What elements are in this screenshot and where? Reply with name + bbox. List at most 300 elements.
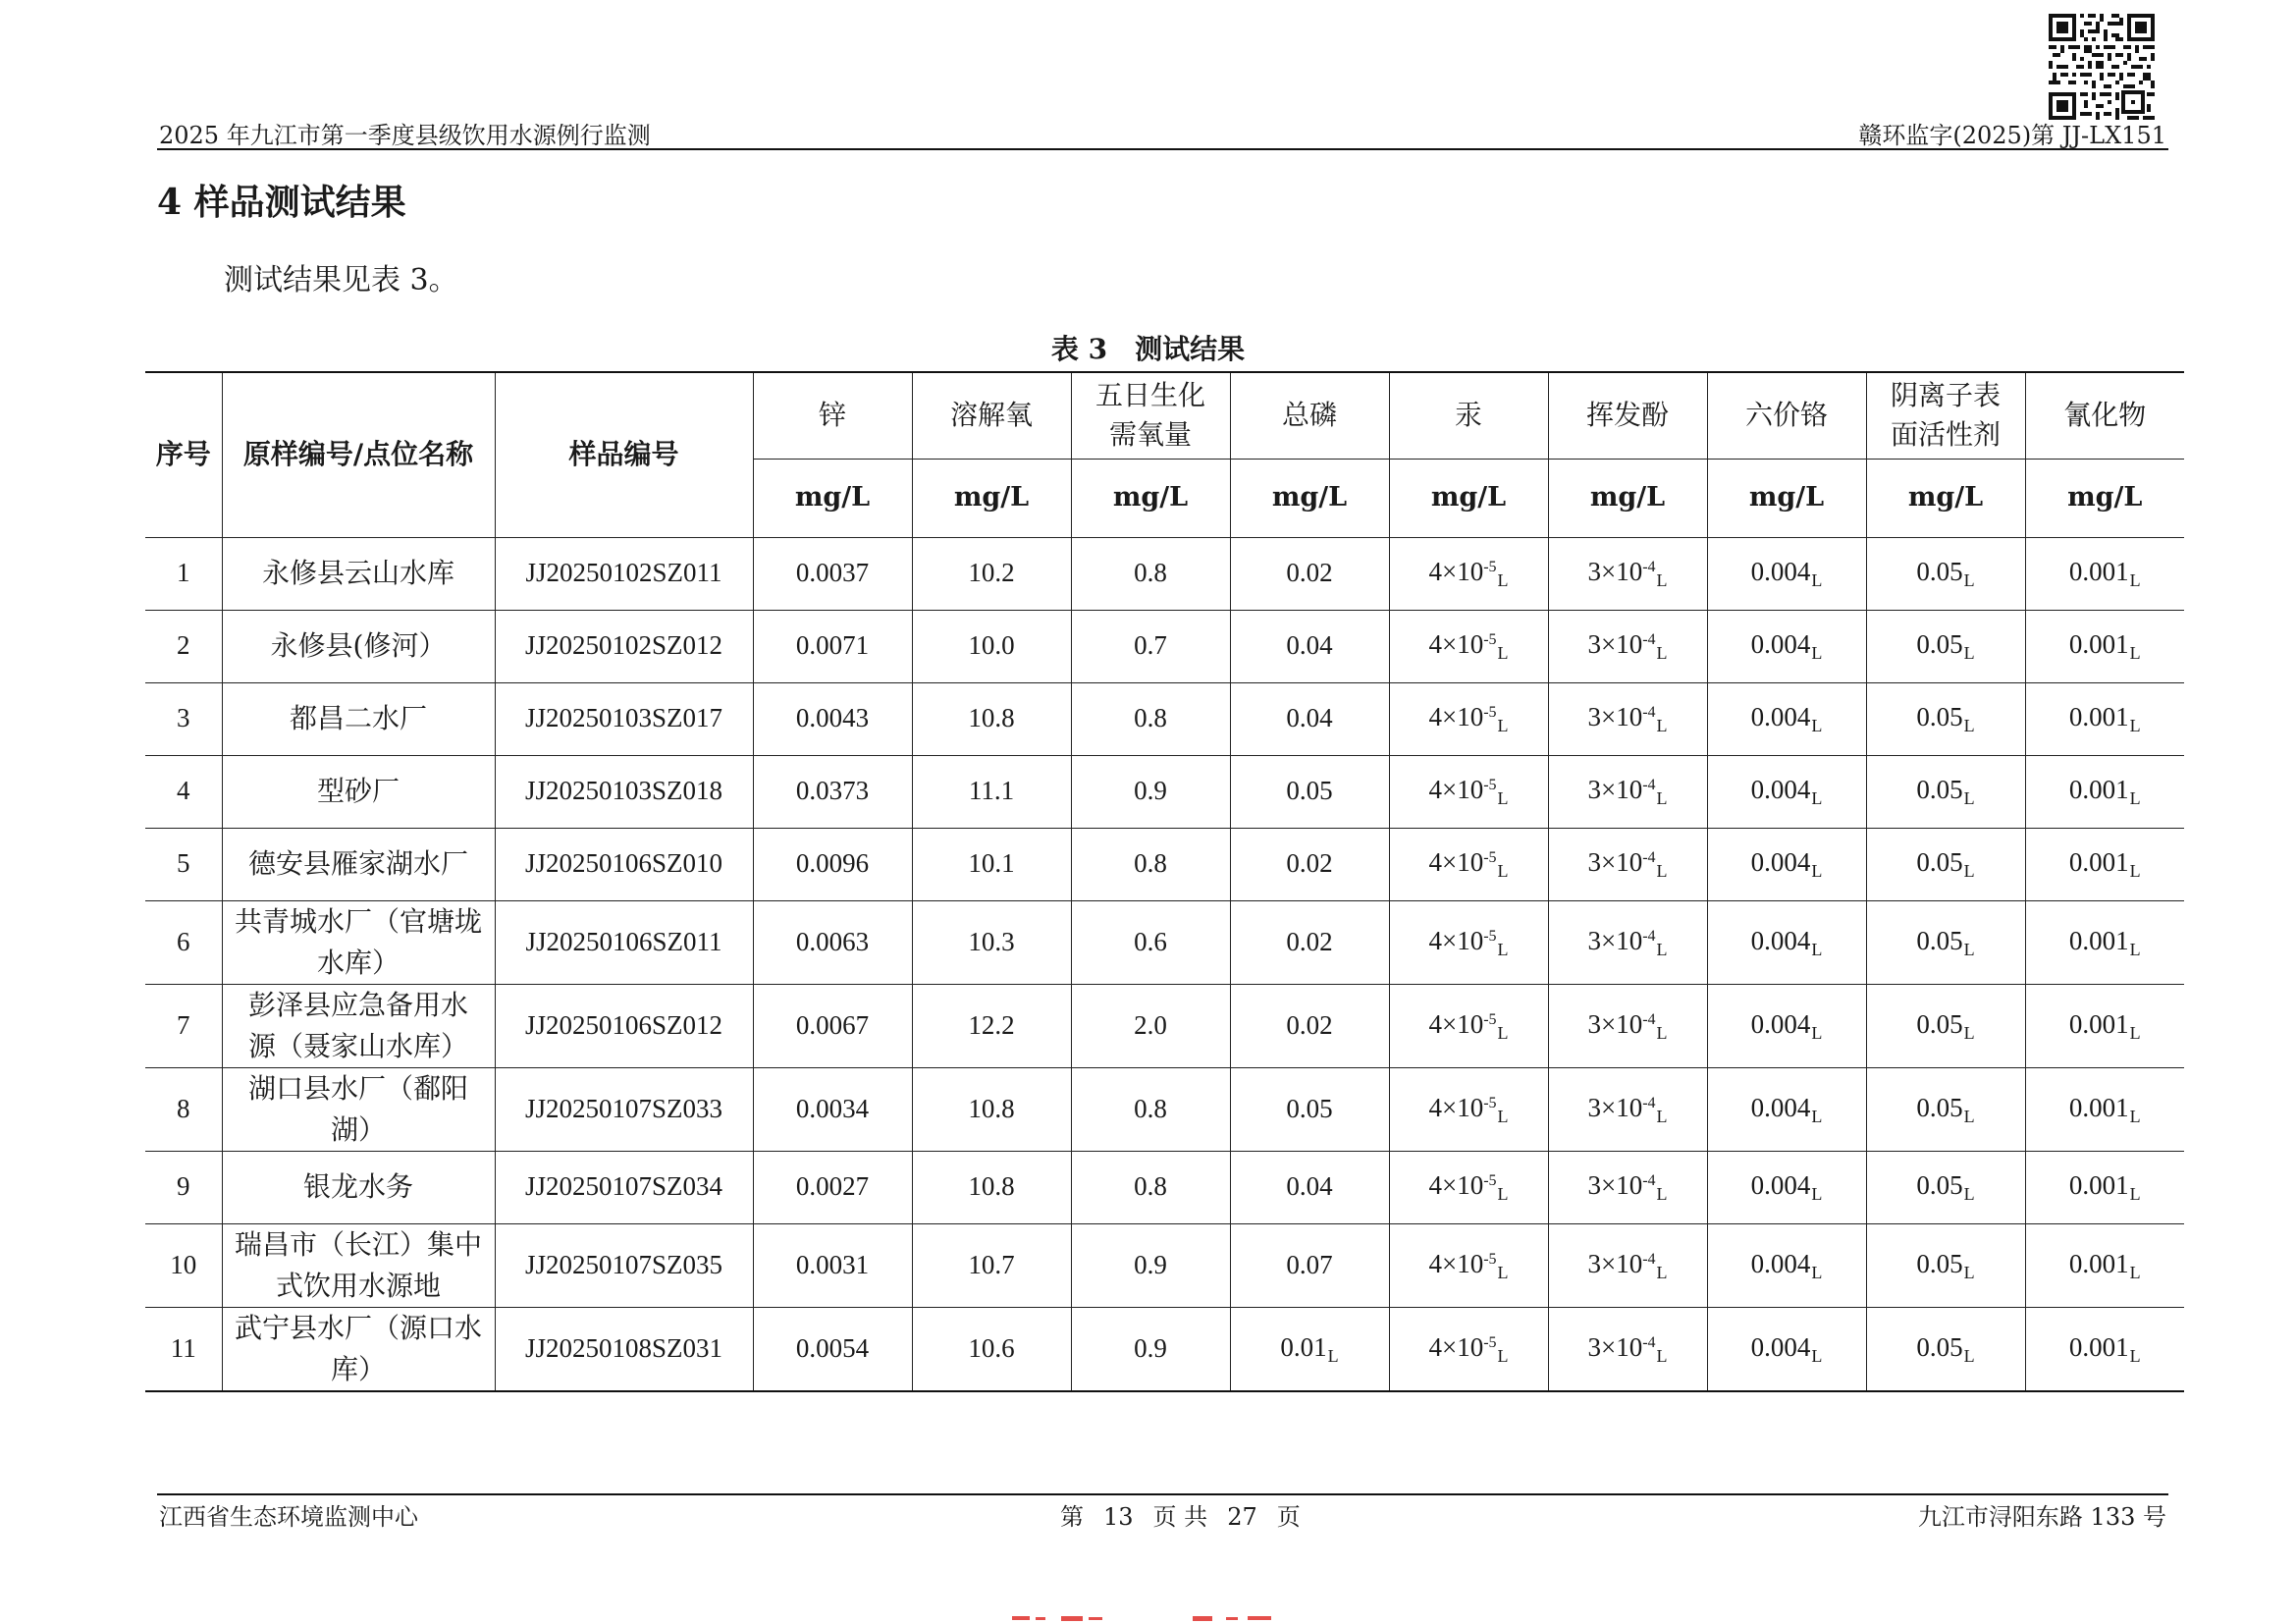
seq-cell: 2 bbox=[145, 610, 222, 682]
total-phosphorus-cell bbox=[1230, 1223, 1389, 1307]
seq-cell: 7 bbox=[145, 984, 222, 1067]
site-name-line2: 源（聂家山水库） bbox=[247, 1029, 468, 1062]
bod5-cell: 0.9 bbox=[1071, 755, 1230, 828]
cr6-value: 0.004 bbox=[1750, 1170, 1811, 1201]
tp-value: 0.04 bbox=[1286, 1171, 1333, 1202]
below-limit-flag: L bbox=[1656, 1262, 1668, 1282]
below-limit-flag: L bbox=[2129, 1262, 2141, 1282]
phenol-exponent: -4 bbox=[1642, 1250, 1656, 1268]
total-phosphorus-cell bbox=[1230, 1307, 1389, 1391]
below-limit-flag: L bbox=[1811, 861, 1823, 882]
tp-value: 0.04 bbox=[1286, 630, 1333, 661]
site-name-line2: 库） bbox=[330, 1352, 386, 1385]
bod5-cell: 0.8 bbox=[1071, 682, 1230, 755]
param-unit-header: mg/L bbox=[1389, 459, 1548, 537]
below-limit-flag: L bbox=[1656, 1106, 1668, 1126]
below-limit-flag: L bbox=[2129, 570, 2141, 591]
anionic-surfactant-cell bbox=[1866, 1067, 2025, 1151]
mercury-base: 4×10 bbox=[1428, 1248, 1484, 1278]
site-name-line1: 型砂厂 bbox=[316, 775, 400, 807]
sample-id-cell: JJ20250107SZ035 bbox=[495, 1223, 753, 1307]
cr6-value: 0.004 bbox=[1750, 702, 1811, 732]
param-name-line1: 六价铬 bbox=[1744, 398, 1828, 431]
site-name-line2: 水库） bbox=[316, 946, 400, 979]
cyanide-cell bbox=[2025, 828, 2184, 900]
cr6-value: 0.004 bbox=[1750, 1092, 1811, 1122]
mercury-exponent: -5 bbox=[1483, 1094, 1497, 1111]
mercury-base: 4×10 bbox=[1428, 925, 1484, 955]
below-limit-flag: L bbox=[1811, 1106, 1823, 1126]
tp-value: 0.02 bbox=[1286, 558, 1333, 588]
hexavalent-chromium-cell bbox=[1707, 610, 1866, 682]
param-name-header bbox=[1071, 372, 1230, 459]
zinc-cell: 0.0054 bbox=[753, 1307, 912, 1391]
mercury-exponent: -5 bbox=[1483, 559, 1497, 576]
below-limit-flag: L bbox=[1656, 788, 1668, 809]
volatile-phenol-cell bbox=[1548, 610, 1707, 682]
below-limit-flag: L bbox=[1963, 716, 1975, 736]
volatile-phenol-cell bbox=[1548, 682, 1707, 755]
las-value: 0.05 bbox=[1916, 775, 1963, 805]
table-row bbox=[145, 900, 2184, 984]
cyanide-cell bbox=[2025, 682, 2184, 755]
dissolved-oxygen-cell: 10.2 bbox=[912, 537, 1071, 610]
volatile-phenol-cell bbox=[1548, 1067, 1707, 1151]
volatile-phenol-cell bbox=[1548, 828, 1707, 900]
qr-code bbox=[2049, 14, 2155, 120]
section-title: 4 样品测试结果 bbox=[157, 182, 406, 223]
site-name-line1: 彭泽县应急备用水 bbox=[247, 988, 468, 1021]
cyanide-value: 0.001 bbox=[2068, 925, 2129, 955]
phenol-base: 3×10 bbox=[1587, 1170, 1643, 1201]
table-row bbox=[145, 1223, 2184, 1307]
header-rule bbox=[157, 148, 2168, 150]
zinc-cell: 0.0037 bbox=[753, 537, 912, 610]
param-name-line1: 挥发酚 bbox=[1585, 398, 1669, 431]
las-value: 0.05 bbox=[1916, 1092, 1963, 1122]
below-limit-flag: L bbox=[1963, 939, 1975, 959]
bod5-cell: 0.8 bbox=[1071, 1151, 1230, 1223]
table-caption-text: 测试结果 bbox=[1135, 333, 1246, 365]
mercury-cell bbox=[1389, 1223, 1548, 1307]
below-limit-flag: L bbox=[1811, 1345, 1823, 1366]
las-value: 0.05 bbox=[1916, 1331, 1963, 1362]
tp-value: 0.05 bbox=[1286, 1093, 1333, 1123]
mercury-base: 4×10 bbox=[1428, 775, 1484, 805]
table-caption bbox=[0, 328, 2296, 367]
las-value: 0.05 bbox=[1916, 1248, 1963, 1278]
below-limit-flag: L bbox=[2129, 1022, 2141, 1043]
total-phosphorus-cell bbox=[1230, 682, 1389, 755]
sample-id-cell: JJ20250107SZ034 bbox=[495, 1151, 753, 1223]
below-limit-flag: L bbox=[1497, 1262, 1509, 1282]
total-phosphorus-cell bbox=[1230, 755, 1389, 828]
site-name-line1: 湖口县水厂（鄱阳 bbox=[247, 1071, 468, 1105]
las-value: 0.05 bbox=[1916, 702, 1963, 732]
las-value: 0.05 bbox=[1916, 925, 1963, 955]
table-row bbox=[145, 537, 2184, 610]
mercury-exponent: -5 bbox=[1483, 927, 1497, 945]
results-table-wrapper bbox=[145, 371, 2184, 1392]
cyanide-value: 0.001 bbox=[2068, 557, 2129, 587]
mercury-cell bbox=[1389, 610, 1548, 682]
mercury-cell bbox=[1389, 682, 1548, 755]
param-name-header bbox=[2025, 372, 2184, 459]
sample-id-cell: JJ20250102SZ011 bbox=[495, 537, 753, 610]
total-phosphorus-cell bbox=[1230, 610, 1389, 682]
volatile-phenol-cell bbox=[1548, 984, 1707, 1067]
below-limit-flag: L bbox=[1497, 716, 1509, 736]
cyanide-value: 0.001 bbox=[2068, 629, 2129, 660]
total-phosphorus-cell bbox=[1230, 900, 1389, 984]
param-name-line1: 汞 bbox=[1454, 398, 1482, 431]
cyanide-cell bbox=[2025, 537, 2184, 610]
mercury-base: 4×10 bbox=[1428, 1170, 1484, 1201]
below-limit-flag: L bbox=[1811, 716, 1823, 736]
dissolved-oxygen-cell: 10.7 bbox=[912, 1223, 1071, 1307]
site-cell bbox=[222, 682, 495, 755]
site-cell bbox=[222, 1067, 495, 1151]
mercury-exponent: -5 bbox=[1483, 1250, 1497, 1268]
below-limit-flag: L bbox=[1811, 1184, 1823, 1205]
bod5-cell: 0.7 bbox=[1071, 610, 1230, 682]
below-limit-flag: L bbox=[2129, 788, 2141, 809]
mercury-cell bbox=[1389, 755, 1548, 828]
mercury-base: 4×10 bbox=[1428, 557, 1484, 587]
tp-value: 0.01 bbox=[1280, 1331, 1327, 1362]
below-limit-flag: L bbox=[1963, 861, 1975, 882]
total-phosphorus-cell bbox=[1230, 1151, 1389, 1223]
phenol-base: 3×10 bbox=[1587, 847, 1643, 878]
phenol-base: 3×10 bbox=[1587, 1331, 1643, 1362]
mercury-exponent: -5 bbox=[1483, 1172, 1497, 1190]
below-limit-flag: L bbox=[2129, 861, 2141, 882]
page-total: 27 bbox=[1227, 1503, 1257, 1531]
phenol-base: 3×10 bbox=[1587, 1092, 1643, 1122]
site-name-line2: 式饮用水源地 bbox=[275, 1269, 441, 1302]
below-limit-flag: L bbox=[1656, 716, 1668, 736]
dissolved-oxygen-cell: 10.8 bbox=[912, 682, 1071, 755]
below-limit-flag: L bbox=[1656, 570, 1668, 591]
param-unit-header: mg/L bbox=[753, 459, 912, 537]
param-unit-header: mg/L bbox=[1707, 459, 1866, 537]
below-limit-flag: L bbox=[1963, 1345, 1975, 1366]
site-cell bbox=[222, 755, 495, 828]
las-value: 0.05 bbox=[1916, 629, 1963, 660]
site-cell bbox=[222, 1223, 495, 1307]
param-name-header bbox=[1707, 372, 1866, 459]
cyanide-cell bbox=[2025, 1151, 2184, 1223]
below-limit-flag: L bbox=[1497, 1106, 1509, 1126]
bod5-cell: 0.8 bbox=[1071, 1067, 1230, 1151]
zinc-cell: 0.0067 bbox=[753, 984, 912, 1067]
seq-cell: 1 bbox=[145, 537, 222, 610]
report-number-header: 赣环监字(2025)第 JJ-LX151 bbox=[1858, 122, 2166, 149]
cr6-value: 0.004 bbox=[1750, 629, 1811, 660]
table-row bbox=[145, 610, 2184, 682]
report-title-header: 2025 年九江市第一季度县级饮用水源例行监测 bbox=[159, 122, 651, 149]
site-cell bbox=[222, 828, 495, 900]
site-name-line1: 银龙水务 bbox=[302, 1170, 413, 1203]
param-name-line1: 阴离子表 bbox=[1890, 378, 2001, 411]
sample-id-cell: JJ20250107SZ033 bbox=[495, 1067, 753, 1151]
cyanide-cell bbox=[2025, 755, 2184, 828]
cyanide-value: 0.001 bbox=[2068, 1092, 2129, 1122]
results-body bbox=[145, 537, 2184, 1391]
seq-header: 序号 bbox=[145, 372, 222, 537]
table-caption-number: 表 3 bbox=[1050, 333, 1108, 365]
hexavalent-chromium-cell bbox=[1707, 755, 1866, 828]
anionic-surfactant-cell bbox=[1866, 537, 2025, 610]
las-value: 0.05 bbox=[1916, 557, 1963, 587]
site-cell bbox=[222, 610, 495, 682]
phenol-exponent: -4 bbox=[1642, 1333, 1656, 1351]
param-name-line1: 溶解氧 bbox=[949, 398, 1033, 431]
tp-value: 0.02 bbox=[1286, 848, 1333, 879]
cyanide-cell bbox=[2025, 610, 2184, 682]
volatile-phenol-cell bbox=[1548, 1223, 1707, 1307]
page-suffix: 页 bbox=[1276, 1503, 1301, 1531]
site-cell bbox=[222, 1151, 495, 1223]
phenol-base: 3×10 bbox=[1587, 1008, 1643, 1039]
below-limit-flag: L bbox=[1656, 1345, 1668, 1366]
footer-rule bbox=[157, 1493, 2168, 1495]
mercury-base: 4×10 bbox=[1428, 847, 1484, 878]
tp-value: 0.05 bbox=[1286, 776, 1333, 806]
cyanide-cell bbox=[2025, 1307, 2184, 1391]
param-unit-header: mg/L bbox=[1866, 459, 2025, 537]
sample-id-cell: JJ20250106SZ011 bbox=[495, 900, 753, 984]
anionic-surfactant-cell bbox=[1866, 828, 2025, 900]
sample-id-cell: JJ20250108SZ031 bbox=[495, 1307, 753, 1391]
below-limit-flag: L bbox=[1811, 643, 1823, 664]
mercury-cell bbox=[1389, 984, 1548, 1067]
mercury-cell bbox=[1389, 1067, 1548, 1151]
below-limit-flag: L bbox=[1811, 1022, 1823, 1043]
mercury-cell bbox=[1389, 828, 1548, 900]
param-name-header bbox=[753, 372, 912, 459]
site-name-line1: 武宁县水厂（源口水 bbox=[234, 1311, 482, 1344]
below-limit-flag: L bbox=[1963, 570, 1975, 591]
cr6-value: 0.004 bbox=[1750, 847, 1811, 878]
seq-cell: 9 bbox=[145, 1151, 222, 1223]
cyanide-value: 0.001 bbox=[2068, 1170, 2129, 1201]
site-cell bbox=[222, 537, 495, 610]
anionic-surfactant-cell bbox=[1866, 1151, 2025, 1223]
phenol-base: 3×10 bbox=[1587, 557, 1643, 587]
cyanide-value: 0.001 bbox=[2068, 1008, 2129, 1039]
phenol-exponent: -4 bbox=[1642, 1172, 1656, 1190]
dissolved-oxygen-cell: 11.1 bbox=[912, 755, 1071, 828]
mercury-base: 4×10 bbox=[1428, 629, 1484, 660]
site-header: 原样编号/点位名称 bbox=[222, 372, 495, 537]
cyanide-value: 0.001 bbox=[2068, 702, 2129, 732]
zinc-cell: 0.0034 bbox=[753, 1067, 912, 1151]
below-limit-flag: L bbox=[1656, 1184, 1668, 1205]
param-name-header bbox=[912, 372, 1071, 459]
phenol-exponent: -4 bbox=[1642, 1010, 1656, 1028]
zinc-cell: 0.0096 bbox=[753, 828, 912, 900]
mercury-cell bbox=[1389, 537, 1548, 610]
hexavalent-chromium-cell bbox=[1707, 1067, 1866, 1151]
anionic-surfactant-cell bbox=[1866, 984, 2025, 1067]
seq-cell: 3 bbox=[145, 682, 222, 755]
zinc-cell: 0.0071 bbox=[753, 610, 912, 682]
bod5-cell: 2.0 bbox=[1071, 984, 1230, 1067]
hexavalent-chromium-cell bbox=[1707, 682, 1866, 755]
dissolved-oxygen-cell: 10.3 bbox=[912, 900, 1071, 984]
phenol-base: 3×10 bbox=[1587, 1248, 1643, 1278]
hexavalent-chromium-cell bbox=[1707, 1307, 1866, 1391]
param-name-header bbox=[1389, 372, 1548, 459]
anionic-surfactant-cell bbox=[1866, 1223, 2025, 1307]
below-limit-flag: L bbox=[1497, 570, 1509, 591]
tp-value: 0.07 bbox=[1286, 1249, 1333, 1279]
mercury-exponent: -5 bbox=[1483, 849, 1497, 867]
below-limit-flag: L bbox=[1497, 1022, 1509, 1043]
table-row bbox=[145, 1307, 2184, 1391]
zinc-cell: 0.0031 bbox=[753, 1223, 912, 1307]
below-limit-flag: L bbox=[1497, 939, 1509, 959]
below-limit-flag: L bbox=[1497, 1345, 1509, 1366]
cr6-value: 0.004 bbox=[1750, 925, 1811, 955]
mercury-cell bbox=[1389, 900, 1548, 984]
volatile-phenol-cell bbox=[1548, 1151, 1707, 1223]
footer-address: 九江市浔阳东路 133 号 bbox=[1917, 1503, 2166, 1531]
phenol-exponent: -4 bbox=[1642, 927, 1656, 945]
phenol-exponent: -4 bbox=[1642, 704, 1656, 722]
phenol-exponent: -4 bbox=[1642, 849, 1656, 867]
cr6-value: 0.004 bbox=[1750, 775, 1811, 805]
volatile-phenol-cell bbox=[1548, 900, 1707, 984]
dissolved-oxygen-cell: 10.1 bbox=[912, 828, 1071, 900]
cyanide-value: 0.001 bbox=[2068, 847, 2129, 878]
zinc-cell: 0.0063 bbox=[753, 900, 912, 984]
site-name-line1: 德安县雁家湖水厂 bbox=[247, 847, 468, 880]
dissolved-oxygen-cell: 10.6 bbox=[912, 1307, 1071, 1391]
anionic-surfactant-cell bbox=[1866, 900, 2025, 984]
below-limit-flag: L bbox=[1656, 861, 1668, 882]
below-limit-flag: L bbox=[1656, 643, 1668, 664]
page-current: 13 bbox=[1103, 1503, 1134, 1531]
results-table bbox=[145, 371, 2184, 1392]
hexavalent-chromium-cell bbox=[1707, 900, 1866, 984]
site-name-line1: 共青城水厂（官塘垅 bbox=[234, 904, 482, 938]
cyanide-value: 0.001 bbox=[2068, 1248, 2129, 1278]
below-limit-flag: L bbox=[1656, 1022, 1668, 1043]
table-row bbox=[145, 1067, 2184, 1151]
site-name-line1: 都昌二水厂 bbox=[289, 702, 427, 734]
phenol-exponent: -4 bbox=[1642, 777, 1656, 794]
table-row bbox=[145, 1151, 2184, 1223]
param-name-header bbox=[1230, 372, 1389, 459]
mercury-exponent: -5 bbox=[1483, 1333, 1497, 1351]
param-unit-header: mg/L bbox=[2025, 459, 2184, 537]
total-phosphorus-cell bbox=[1230, 537, 1389, 610]
phenol-base: 3×10 bbox=[1587, 925, 1643, 955]
las-value: 0.05 bbox=[1916, 1008, 1963, 1039]
total-phosphorus-cell bbox=[1230, 1067, 1389, 1151]
anionic-surfactant-cell bbox=[1866, 755, 2025, 828]
seq-cell: 6 bbox=[145, 900, 222, 984]
site-name-line1: 永修县(修河） bbox=[270, 629, 447, 662]
cyanide-cell bbox=[2025, 1223, 2184, 1307]
cyanide-cell bbox=[2025, 1067, 2184, 1151]
table-row bbox=[145, 755, 2184, 828]
cyanide-cell bbox=[2025, 900, 2184, 984]
mercury-cell bbox=[1389, 1307, 1548, 1391]
seq-cell: 8 bbox=[145, 1067, 222, 1151]
sample-id-cell: JJ20250103SZ017 bbox=[495, 682, 753, 755]
tp-value: 0.02 bbox=[1286, 926, 1333, 956]
seq-cell: 4 bbox=[145, 755, 222, 828]
phenol-base: 3×10 bbox=[1587, 775, 1643, 805]
bod5-cell: 0.9 bbox=[1071, 1307, 1230, 1391]
red-stamp-fragment bbox=[1006, 1614, 1301, 1624]
mercury-cell bbox=[1389, 1151, 1548, 1223]
below-limit-flag: L bbox=[1963, 1262, 1975, 1282]
hexavalent-chromium-cell bbox=[1707, 984, 1866, 1067]
below-limit-flag: L bbox=[1497, 643, 1509, 664]
below-limit-flag: L bbox=[2129, 939, 2141, 959]
las-value: 0.05 bbox=[1916, 1170, 1963, 1201]
below-limit-flag: L bbox=[1811, 939, 1823, 959]
below-limit-flag: L bbox=[1963, 788, 1975, 809]
site-cell bbox=[222, 900, 495, 984]
below-limit-flag: L bbox=[1963, 643, 1975, 664]
sample-id-cell: JJ20250103SZ018 bbox=[495, 755, 753, 828]
mercury-base: 4×10 bbox=[1428, 1331, 1484, 1362]
zinc-cell: 0.0027 bbox=[753, 1151, 912, 1223]
sample-id-cell: JJ20250102SZ012 bbox=[495, 610, 753, 682]
seq-cell: 10 bbox=[145, 1223, 222, 1307]
bod5-cell: 0.6 bbox=[1071, 900, 1230, 984]
site-name-line1: 永修县云山水库 bbox=[261, 557, 454, 589]
hexavalent-chromium-cell bbox=[1707, 828, 1866, 900]
total-phosphorus-cell bbox=[1230, 828, 1389, 900]
below-limit-flag: L bbox=[1811, 570, 1823, 591]
zinc-cell: 0.0373 bbox=[753, 755, 912, 828]
bod5-cell: 0.9 bbox=[1071, 1223, 1230, 1307]
phenol-exponent: -4 bbox=[1642, 631, 1656, 649]
site-name-line2: 湖） bbox=[330, 1112, 386, 1146]
mercury-base: 4×10 bbox=[1428, 1008, 1484, 1039]
below-limit-flag: L bbox=[2129, 1106, 2141, 1126]
phenol-exponent: -4 bbox=[1642, 1094, 1656, 1111]
below-limit-flag: L bbox=[1963, 1106, 1975, 1126]
mercury-exponent: -5 bbox=[1483, 1010, 1497, 1028]
below-limit-flag: L bbox=[2129, 643, 2141, 664]
mercury-exponent: -5 bbox=[1483, 704, 1497, 722]
cr6-value: 0.004 bbox=[1750, 1008, 1811, 1039]
below-limit-flag: L bbox=[2129, 1184, 2141, 1205]
phenol-base: 3×10 bbox=[1587, 629, 1643, 660]
table-row bbox=[145, 682, 2184, 755]
anionic-surfactant-cell bbox=[1866, 610, 2025, 682]
cyanide-value: 0.001 bbox=[2068, 775, 2129, 805]
dissolved-oxygen-cell: 12.2 bbox=[912, 984, 1071, 1067]
page-prefix: 第 bbox=[1060, 1503, 1084, 1531]
dissolved-oxygen-cell: 10.8 bbox=[912, 1067, 1071, 1151]
param-name-line2: 需氧量 bbox=[1108, 418, 1192, 452]
param-unit-header: mg/L bbox=[1071, 459, 1230, 537]
site-cell bbox=[222, 984, 495, 1067]
volatile-phenol-cell bbox=[1548, 537, 1707, 610]
below-limit-flag: L bbox=[1497, 861, 1509, 882]
below-limit-flag: L bbox=[1963, 1022, 1975, 1043]
hexavalent-chromium-cell bbox=[1707, 537, 1866, 610]
site-cell bbox=[222, 1307, 495, 1391]
